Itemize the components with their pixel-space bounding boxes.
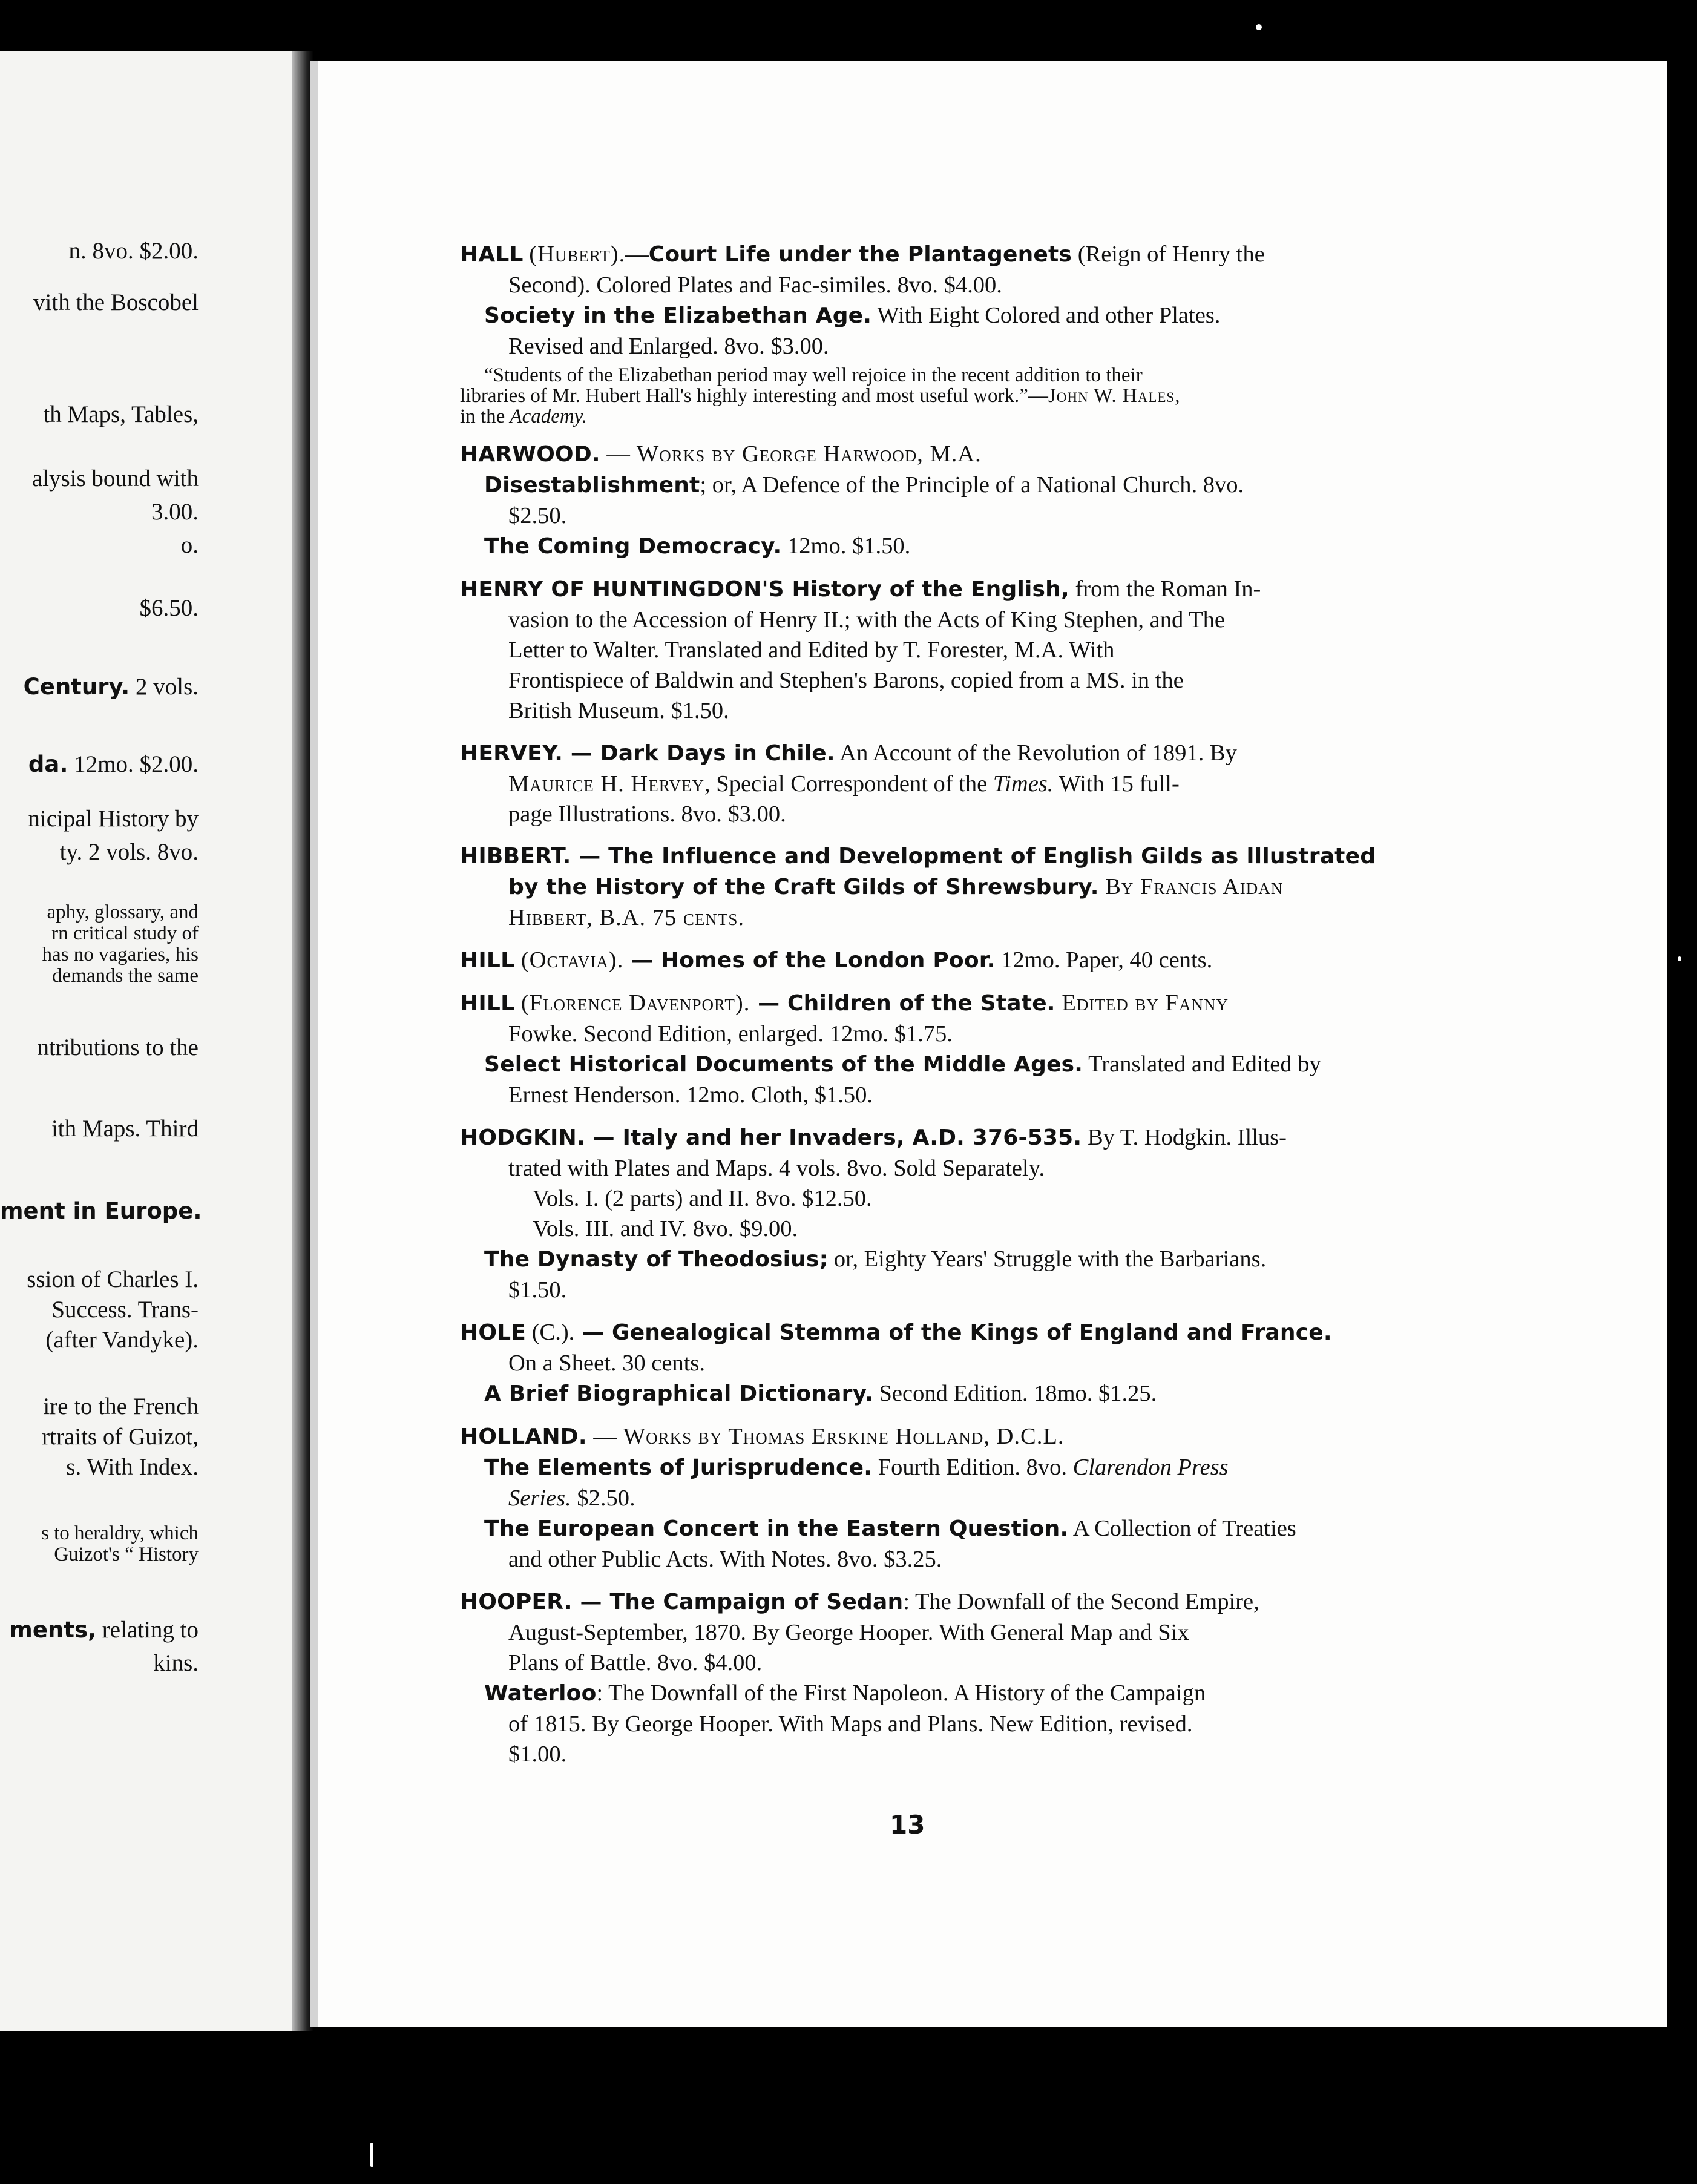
facing-page-line: kins.	[153, 1650, 199, 1676]
page-number: 13	[890, 1810, 925, 1840]
entry-hall	[460, 239, 1398, 427]
facing-page-line	[0, 1197, 303, 1225]
catalogue-entries	[460, 239, 1398, 1781]
work-details: Revised and Enlarged. 8vo. $3.00.	[508, 334, 829, 359]
entry-hill-octavia	[460, 945, 1398, 976]
work-details: $1.00.	[508, 1742, 567, 1767]
work-title: — Dark Days in Chile.	[563, 741, 835, 766]
author-works-heading: — Works by Thomas Erskine Holland, D.C.L.	[586, 1424, 1065, 1449]
work-details: ; or, A Defence of the Principle of a National Church. 8vo.	[700, 472, 1244, 498]
work-details: of 1815. By George Hooper. With Maps and Plans. New Edition, revised.	[508, 1711, 1193, 1737]
work-details: Translated and Edited by	[1083, 1051, 1321, 1077]
quote-source: Academy.	[510, 406, 587, 427]
series-name: Series.	[508, 1485, 571, 1511]
work-details: British Museum. $1.50.	[508, 698, 729, 723]
facing-page-line	[0, 673, 303, 701]
work-details: Hibbert, B.A. 75 cents.	[508, 905, 745, 930]
work-title: by the History of the Craft Gilds of Shrewsbury.	[508, 875, 1099, 900]
work-details: With 15 full-	[1053, 771, 1180, 797]
entry-henry-of-huntingdon	[460, 574, 1398, 726]
work-details: Frontispiece of Baldwin and Stephen's Barons, copied from a MS. in the	[508, 668, 1184, 693]
work-title: The Elements of Jurisprudence.	[484, 1455, 873, 1480]
work-details: $1.50.	[508, 1277, 567, 1303]
facing-page-line: rn critical study of	[51, 923, 199, 944]
entry-hole	[460, 1317, 1398, 1409]
facing-page-line: ntributions to the	[37, 1034, 199, 1061]
work-details: vasion to the Accession of Henry II.; with the Acts of King Stephen, and The	[508, 607, 1226, 633]
author-heading: HOOPER.	[460, 1590, 573, 1614]
facing-page-line: s to heraldry, which	[41, 1522, 199, 1544]
work-title: — Children of the State.	[750, 991, 1055, 1016]
author-heading: HALL	[460, 242, 524, 267]
facing-page-line: 3.00.	[151, 499, 199, 525]
work-details: An Account of the Revolution of 1891. By	[835, 740, 1237, 766]
facing-page-line: demands the same	[52, 965, 199, 987]
facing-page-line: nicipal History by	[28, 806, 199, 832]
work-title: — Italy and her Invaders, A.D. 376-535.	[585, 1125, 1082, 1150]
volume-details: Vols. III. and IV. 8vo. $9.00.	[533, 1216, 798, 1242]
work-title: A Brief Biographical Dictionary.	[484, 1381, 873, 1406]
facing-page-bold-text: ments,	[9, 1617, 97, 1643]
review-quote: “Students of the Elizabethan period may well rejoice in the recent addition to their	[484, 364, 1143, 386]
work-details: $2.50.	[508, 503, 567, 528]
dash: —	[625, 242, 649, 267]
work-title: — Genealogical Stemma of the Kings of England and France.	[574, 1320, 1332, 1345]
author-heading: HOLLAND.	[460, 1424, 587, 1449]
entry-harwood	[460, 439, 1398, 562]
work-details: $2.50.	[571, 1485, 635, 1511]
volume-details: Vols. I. (2 parts) and II. 8vo. $12.50.	[533, 1186, 872, 1211]
work-details: Second Edition. 18mo. $1.25.	[873, 1381, 1157, 1406]
work-title: The Dynasty of Theodosius;	[484, 1247, 829, 1272]
entry-hill-florence	[460, 988, 1398, 1110]
work-title: Society in the Elizabethan Age.	[484, 303, 872, 328]
facing-page-bold-text: da.	[28, 751, 68, 777]
facing-page-line: ire to the French	[43, 1393, 199, 1419]
work-details: Letter to Walter. Translated and Edited by T. Forester, M.A. With	[508, 637, 1115, 663]
author-name: Maurice H. Hervey	[508, 771, 705, 797]
work-title: Waterloo	[484, 1681, 597, 1706]
scan-speck	[370, 2143, 373, 2167]
scan-speck	[1678, 956, 1681, 961]
facing-page-line: ssion of Charles I.	[27, 1266, 199, 1292]
work-details: : The Downfall of the First Napoleon. A History of the Campaign	[596, 1680, 1206, 1706]
scan-speck	[1256, 24, 1262, 30]
work-details: , Special Correspondent of the	[704, 771, 993, 797]
work-details: Plans of Battle. 8vo. $4.00.	[508, 1650, 763, 1676]
work-details: 12mo. Paper, 40 cents.	[995, 947, 1213, 973]
facing-page-line: has no vagaries, his	[42, 944, 199, 965]
facing-page-text: 12mo. $2.00.	[68, 751, 199, 777]
work-title: — The Campaign of Sedan	[572, 1590, 904, 1614]
facing-page-line: s. With Index.	[66, 1454, 199, 1480]
work-details: (Reign of Henry the	[1072, 242, 1265, 267]
author-heading: HILL	[460, 991, 515, 1016]
work-details: page Illustrations. 8vo. $3.00.	[508, 801, 786, 827]
review-quote: libraries of Mr. Hubert Hall's highly interesting and most useful work.”—	[460, 385, 1048, 407]
work-details: August-September, 1870. By George Hooper. With General Map and Six	[508, 1620, 1189, 1645]
facing-page-text: 2 vols.	[130, 674, 199, 700]
entry-hooper	[460, 1587, 1398, 1769]
facing-page-line: ith Maps. Third	[51, 1116, 199, 1142]
author-heading: HILL	[460, 948, 515, 973]
facing-page-bold-text: Century.	[23, 674, 130, 700]
facing-page-bold-text: ment in Europe.	[0, 1198, 202, 1224]
work-details: or, Eighty Years' Struggle with the Barbarians.	[828, 1246, 1267, 1272]
author-name: (Octavia).	[514, 947, 624, 973]
work-title: The European Concert in the Eastern Question.	[484, 1516, 1069, 1541]
work-title: Select Historical Documents of the Middle Ages.	[484, 1052, 1083, 1077]
quote-author: John W. Hales,	[1048, 385, 1181, 407]
work-details: Edited by Fanny	[1055, 990, 1229, 1016]
work-details: 12mo. $1.50.	[781, 533, 911, 559]
review-quote: in the	[460, 406, 510, 427]
work-title: HIBBERT. — The Influence and Development of English Gilds as Illustrated	[460, 844, 1376, 869]
work-details: On a Sheet. 30 cents.	[508, 1350, 706, 1376]
work-details: With Eight Colored and other Plates.	[871, 303, 1221, 328]
facing-page-line: (after Vandyke).	[45, 1327, 199, 1353]
facing-page-line: aphy, glossary, and	[47, 901, 199, 923]
work-title: — Homes of the London Poor.	[623, 948, 996, 973]
facing-page-line: rtraits of Guizot,	[42, 1424, 199, 1450]
author-name: (Florence Davenport).	[514, 990, 750, 1016]
work-title: Disestablishment	[484, 473, 700, 498]
facing-page-line	[0, 751, 303, 778]
author-name: (C.).	[526, 1320, 575, 1345]
entry-hibbert	[460, 841, 1398, 933]
series-name: Clarendon Press	[1072, 1455, 1229, 1480]
work-details: Fowke. Second Edition, enlarged. 12mo. $1.75.	[508, 1021, 953, 1047]
facing-page-line: n. 8vo. $2.00.	[68, 238, 199, 264]
author-heading: HOLE	[460, 1320, 527, 1345]
entry-hervey	[460, 738, 1398, 829]
author-heading: HARWOOD.	[460, 442, 600, 467]
work-details: : The Downfall of the Second Empire,	[903, 1589, 1259, 1614]
author-heading: HODGKIN.	[460, 1125, 585, 1150]
periodical-name: Times.	[993, 771, 1054, 797]
facing-page-line: Guizot's “ History	[54, 1544, 199, 1565]
author-name: (Hubert).	[529, 242, 626, 267]
work-details: Fourth Edition. 8vo.	[872, 1455, 1073, 1480]
work-details: trated with Plates and Maps. 4 vols. 8vo. Sold Separately.	[508, 1156, 1045, 1181]
author-works-heading: — Works by George Harwood, M.A.	[600, 441, 982, 467]
facing-page-line: vith the Boscobel	[33, 289, 199, 315]
facing-page-line: alysis bound with	[31, 465, 199, 492]
work-title: HENRY OF HUNTINGDON'S History of the English,	[460, 577, 1069, 602]
facing-page-line: o.	[180, 532, 199, 558]
facing-page-line: Success. Trans-	[51, 1297, 199, 1323]
facing-page-line: ty. 2 vols. 8vo.	[59, 839, 199, 865]
entry-holland	[460, 1421, 1398, 1574]
work-details: and other Public Acts. With Notes. 8vo. $3.25.	[508, 1547, 942, 1572]
work-details: Ernest Henderson. 12mo. Cloth, $1.50.	[508, 1082, 873, 1108]
facing-page-left	[0, 51, 303, 2031]
facing-page-line: $6.50.	[139, 595, 199, 621]
work-details: from the Roman In-	[1069, 576, 1261, 602]
entry-hodgkin	[460, 1122, 1398, 1305]
author-name: By Francis Aidan	[1098, 874, 1284, 900]
facing-page-line: th Maps, Tables,	[43, 401, 199, 427]
work-details: Second). Colored Plates and Fac-similes. 8vo. $4.00.	[508, 272, 1002, 298]
work-title: Court Life under the Plantagenets	[648, 242, 1072, 267]
work-title: The Coming Democracy.	[484, 534, 782, 559]
work-details: By T. Hodgkin. Illus-	[1082, 1125, 1287, 1150]
facing-page-text: relating to	[96, 1617, 199, 1643]
facing-page-line	[0, 1616, 303, 1644]
author-heading: HERVEY.	[460, 741, 563, 766]
work-details: A Collection of Treaties	[1068, 1516, 1296, 1541]
